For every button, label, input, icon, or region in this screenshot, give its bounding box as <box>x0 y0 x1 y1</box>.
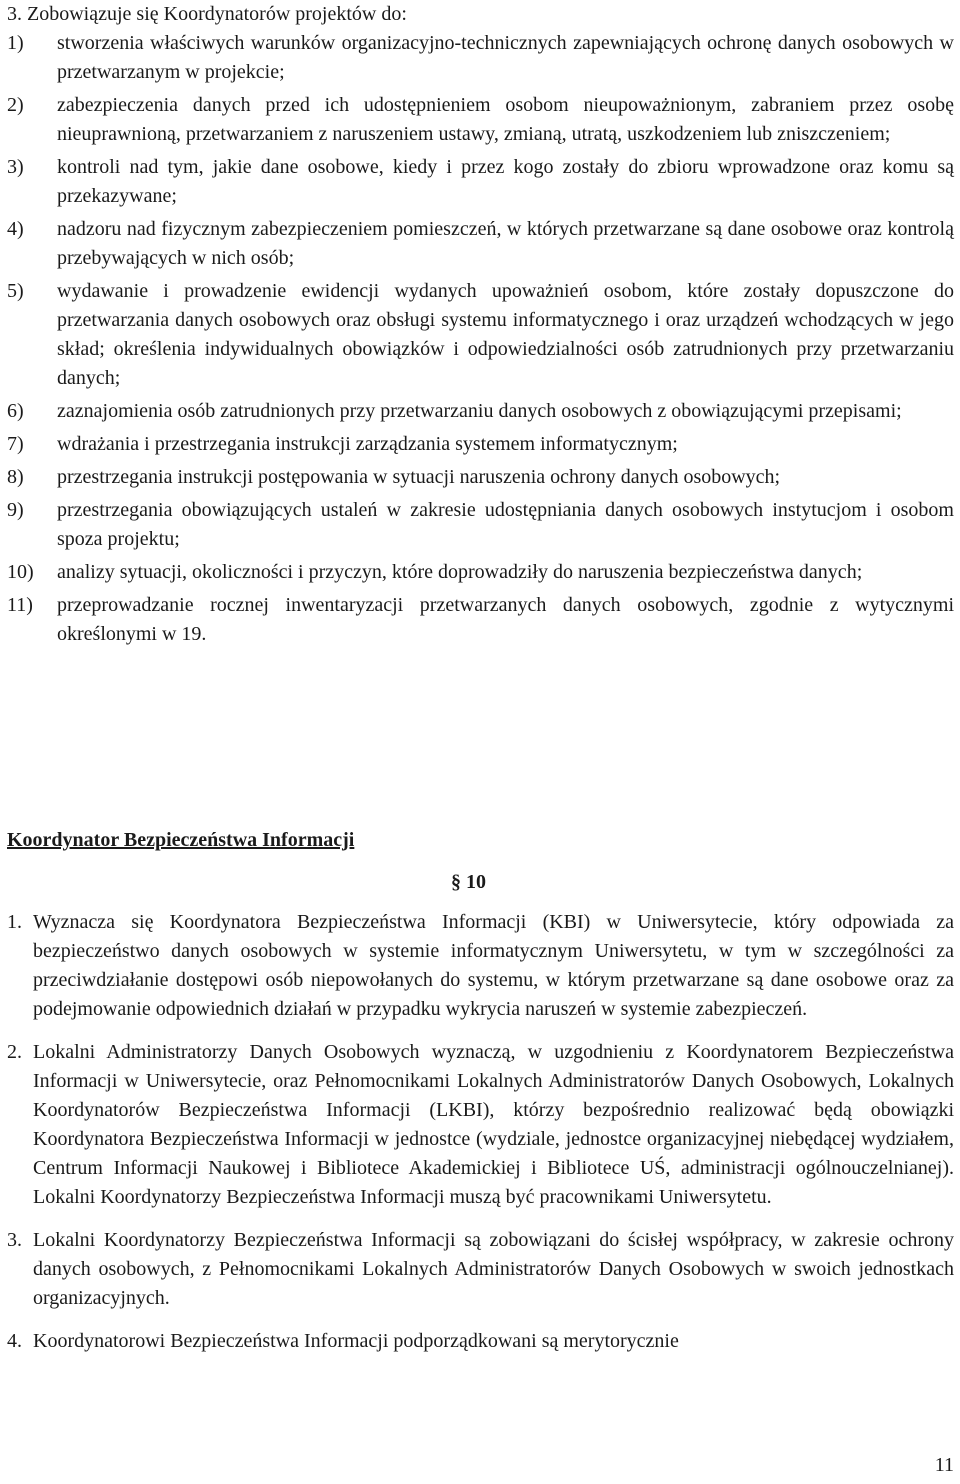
list-item <box>7 215 954 273</box>
list-item <box>7 153 954 211</box>
list-item-number: 2) <box>7 94 24 116</box>
list-item <box>7 558 954 587</box>
document-page <box>7 0 954 1352</box>
list-item-number: 4) <box>7 218 24 240</box>
paragraph-number: 3. <box>7 1229 22 1251</box>
list-item-number: 7) <box>7 433 24 455</box>
list-item-number: 1) <box>7 32 24 54</box>
list-item-text: stworzenia właściwych warunków organizacyjno-technicznych zapewniających ochronę danych osobowych w przetwarzanym w projekcie; <box>57 32 954 83</box>
paragraph-text: Lokalni Administratorzy Danych Osobowych wyznaczą, w uzgodnieniu z Koordynatorem Bezpieczeństwa Informacji w Uniwersytecie, oraz Pełnomocnikami Lokalnych Administratorów Danych Osobowych, Lokalnych Koordynatorów Bezpieczeństwa Informacji (LKBI), którzy bezpośrednio realizować będą obowiązki Koordynatora Bezpieczeństwa Informacji w jednostce (wydziale, jednostce organizacyjnej niebędącej wydziałem, Centrum Informacji Naukowej i Bibliotece Akademickiej i Bibliotece UŚ, administracji ogólnouczelnianej). Lokalni Koordynatorzy Bezpieczeństwa Informacji muszą być pracownikami Uniwersytetu. <box>33 1041 954 1208</box>
list-item <box>7 29 954 87</box>
list-item <box>7 463 954 492</box>
list-item-text: przestrzegania instrukcji postępowania w sytuacji naruszenia ochrony danych osobowych; <box>57 466 781 488</box>
list-item-text: zabezpieczenia danych przed ich udostępnieniem osobom nieupoważnionym, zabraniem przez osobę nieuprawnioną, przetwarzaniem z naruszeniem ustawy, zmianą, utratą, uszkodzeniem lub zniszczeniem; <box>57 94 954 145</box>
intro-paragraph: 3. Zobowiązuje się Koordynatorów projektów do: <box>7 3 407 25</box>
list-item <box>7 397 954 426</box>
list-item <box>7 91 954 149</box>
list-item-text: wdrażania i przestrzegania instrukcji zarządzania systemem informatycznym; <box>57 433 678 455</box>
list-item-text: nadzoru nad fizycznym zabezpieczeniem pomieszczeń, w których przetwarzane są dane osobowe oraz kontrolą przebywających w nich osób; <box>57 218 954 269</box>
numbered-paragraph <box>7 1327 954 1356</box>
list-item-number: 6) <box>7 400 24 422</box>
list-item-number: 3) <box>7 156 24 178</box>
list-item-text: kontroli nad tym, jakie dane osobowe, kiedy i przez kogo zostały do zbioru wprowadzone oraz komu są przekazywane; <box>57 156 954 207</box>
paragraph-text: Wyznacza się Koordynatora Bezpieczeństwa Informacji (KBI) w Uniwersytecie, który odpowiada za bezpieczeństwo danych osobowych w systemie informatycznym Uniwersytetu, w tym w szczególności za przeciwdziałanie dostępowi osób niepowołanych do systemu, w którym przetwarzane są dane osobowe oraz za podejmowanie odpowiednich działań w przypadku wykrycia naruszeń w systemie zabezpieczeń. <box>33 911 954 1020</box>
list-item-number: 8) <box>7 466 24 488</box>
list-item-text: zaznajomienia osób zatrudnionych przy przetwarzaniu danych osobowych z obowiązującymi przepisami; <box>57 400 902 422</box>
paragraphs-list <box>7 908 954 1370</box>
list-item-text: analizy sytuacji, okoliczności i przyczyn, które doprowadziły do naruszenia bezpieczeństwa danych; <box>57 561 863 583</box>
list-item-text: przestrzegania obowiązujących ustaleń w zakresie udostępniania danych osobowych instytucjom i osobom spoza projektu; <box>57 499 954 550</box>
list-item <box>7 430 954 459</box>
list-item-number: 5) <box>7 280 24 302</box>
list-item <box>7 496 954 554</box>
section-number: 10 <box>466 871 486 893</box>
page-number: 11 <box>934 1454 954 1476</box>
list-item-number: 10) <box>7 561 34 583</box>
section-heading: Koordynator Bezpieczeństwa Informacji <box>7 829 355 851</box>
paragraph-text: Koordynatorowi Bezpieczeństwa Informacji podporządkowani są merytorycznie <box>33 1330 679 1352</box>
obligations-list <box>7 29 954 649</box>
section-mark: § 10 <box>451 871 486 893</box>
paragraph-number: 2. <box>7 1041 22 1063</box>
paragraph-number: 1. <box>7 911 22 933</box>
paragraph-text: Lokalni Koordynatorzy Bezpieczeństwa Informacji są zobowiązani do ścisłej współpracy, w zakresie ochrony danych osobowych, z Pełnomocnikami Lokalnych Administratorów Danych Osobowych w swoich jednostkach organizacyjnych. <box>33 1229 954 1309</box>
list-item <box>7 591 954 649</box>
numbered-paragraph <box>7 1226 954 1313</box>
paragraph-number: 4. <box>7 1330 22 1352</box>
list-item <box>7 277 954 393</box>
numbered-paragraph <box>7 1038 954 1212</box>
numbered-paragraph <box>7 908 954 1024</box>
list-item-number: 11) <box>7 594 33 616</box>
list-item-number: 9) <box>7 499 24 521</box>
list-item-text: wydawanie i prowadzenie ewidencji wydanych upoważnień osobom, które zostały dopuszczone do przetwarzania danych osobowych oraz obsługi systemu informatycznego i oraz urządzeń wchodzących w jego skład; określenia indywidualnych obowiązków i odpowiedzialności osób zatrudnionych przy przetwarzaniu danych; <box>57 280 954 389</box>
list-item-text: przeprowadzanie rocznej inwentaryzacji przetwarzanych danych osobowych, zgodnie z wytycznymi określonymi w 19. <box>57 594 954 645</box>
